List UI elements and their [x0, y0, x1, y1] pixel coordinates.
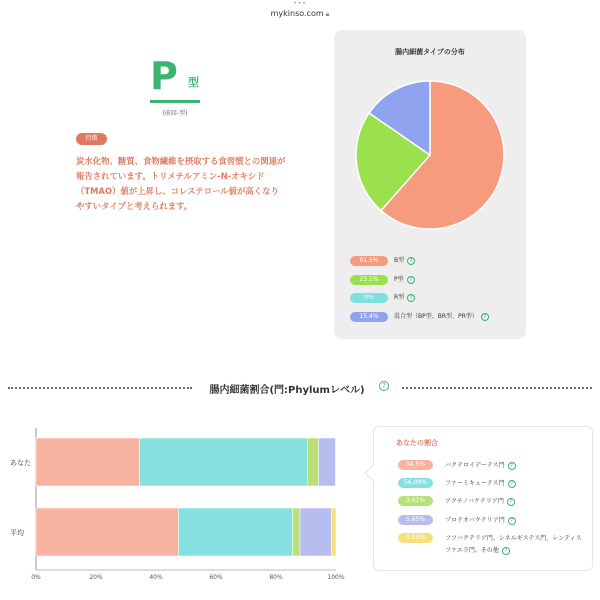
- lock-icon: 🔒︎: [325, 10, 330, 18]
- bar-segment-1-4: [319, 438, 336, 486]
- bar-segment-2-5: [332, 508, 337, 556]
- ratio-pct-pill: 56.09%: [398, 478, 433, 488]
- category-label: あなた: [10, 459, 31, 467]
- help-icon[interactable]: ?: [508, 462, 516, 470]
- browser-bar: [0, 0, 600, 22]
- your-ratio-card: [373, 426, 593, 571]
- ratio-item-label: バクテロイデーテス門: [445, 462, 505, 469]
- help-icon[interactable]: ?: [508, 480, 516, 488]
- type-heading: [150, 54, 210, 98]
- distribution-item-label: B型: [394, 257, 405, 264]
- help-icon[interactable]: ?: [407, 276, 415, 284]
- bar-segment-2-3: [293, 508, 301, 556]
- phylum-section-title: 腸内細菌割合(門:Phylumレベル): [209, 385, 365, 396]
- type-suffix: 型: [188, 76, 199, 89]
- distribution-pct-pill: 23.1%: [350, 275, 388, 285]
- distribution-item-b: [350, 256, 520, 266]
- feature-description: 炭水化物、糖質、食物繊維を摂取する食習慣との関連が報告されています。トリメチルアミン-N-オキシド（TMAO）値が上昇し、コレステロール値が高くなりやすいタイプと考えられます。: [76, 156, 286, 211]
- ratio-item: [398, 496, 583, 506]
- bar-segment-2-2: [179, 508, 293, 556]
- ratio-item: [398, 515, 583, 525]
- ratio-pct-pill: 3.61%: [398, 496, 433, 506]
- help-icon[interactable]: ?: [508, 517, 516, 525]
- ratio-item-label: フソバクテリア門、シネルギステス門、レンティスファエラ門、その他: [445, 535, 582, 554]
- help-icon[interactable]: ?: [507, 498, 515, 506]
- phylum-stacked-bar-chart: [0, 420, 370, 580]
- help-icon[interactable]: ?: [407, 257, 415, 265]
- distribution-item-mixed: [350, 312, 520, 322]
- distribution-title: 腸内細菌タイプの分布: [395, 48, 465, 56]
- distribution-item-label: R型: [394, 294, 405, 301]
- help-icon[interactable]: ?: [502, 547, 510, 555]
- distribution-item-label: P型: [394, 276, 404, 283]
- previous-type-label: (前回-型): [162, 110, 188, 117]
- distribution-item-r: [350, 293, 520, 303]
- x-tick-label: 60%: [209, 574, 223, 580]
- help-icon[interactable]: ?: [481, 313, 489, 321]
- ratio-pct-pill: 0.15%: [398, 533, 433, 543]
- x-tick-label: 100%: [327, 574, 345, 580]
- section-divider: [402, 387, 592, 389]
- ratio-pct-pill: 34.5%: [398, 460, 433, 470]
- ratio-pct-pill: 5.65%: [398, 515, 433, 525]
- type-underline: [150, 100, 200, 103]
- distribution-pct-pill: 15.4%: [350, 312, 388, 322]
- bar-segment-2-4: [300, 508, 332, 556]
- type-letter: P: [150, 54, 178, 98]
- bar-segment-1-1: [36, 438, 140, 486]
- ratio-item-label: プロテオバクテリア門: [445, 517, 505, 524]
- url-text: mykinso.com: [270, 9, 324, 18]
- x-tick-label: 40%: [149, 574, 163, 580]
- distribution-pie-chart: [354, 79, 506, 231]
- distribution-item-p: [350, 275, 520, 285]
- help-icon[interactable]: ?: [379, 381, 389, 391]
- ratio-item-label: アクチノバクテリア門: [445, 498, 504, 505]
- window-dots: •••: [293, 0, 307, 7]
- help-icon[interactable]: ?: [407, 294, 415, 302]
- x-tick-label: 20%: [89, 574, 103, 580]
- category-label: 平均: [10, 529, 24, 537]
- distribution-pct-pill: 61.5%: [350, 256, 388, 266]
- distribution-pct-pill: 0%: [350, 293, 388, 303]
- ratio-item-label: ファーミキューテス門: [445, 480, 505, 487]
- ratio-item: [398, 460, 583, 470]
- bar-segment-1-3: [308, 438, 319, 486]
- ratio-item: [398, 478, 583, 488]
- x-tick-label: 80%: [269, 574, 283, 580]
- address-bar[interactable]: [0, 8, 600, 20]
- x-tick-label: 0%: [31, 574, 41, 580]
- ratio-item: [398, 533, 583, 557]
- bar-segment-2-1: [36, 508, 179, 556]
- bar-segment-1-2: [140, 438, 308, 486]
- feature-badge: 特徴: [76, 133, 107, 145]
- distribution-item-label: 混合型（BP型、BR型、PR型）: [394, 313, 478, 320]
- section-divider: [8, 387, 192, 389]
- ratio-card-title: あなたの割合: [396, 439, 438, 447]
